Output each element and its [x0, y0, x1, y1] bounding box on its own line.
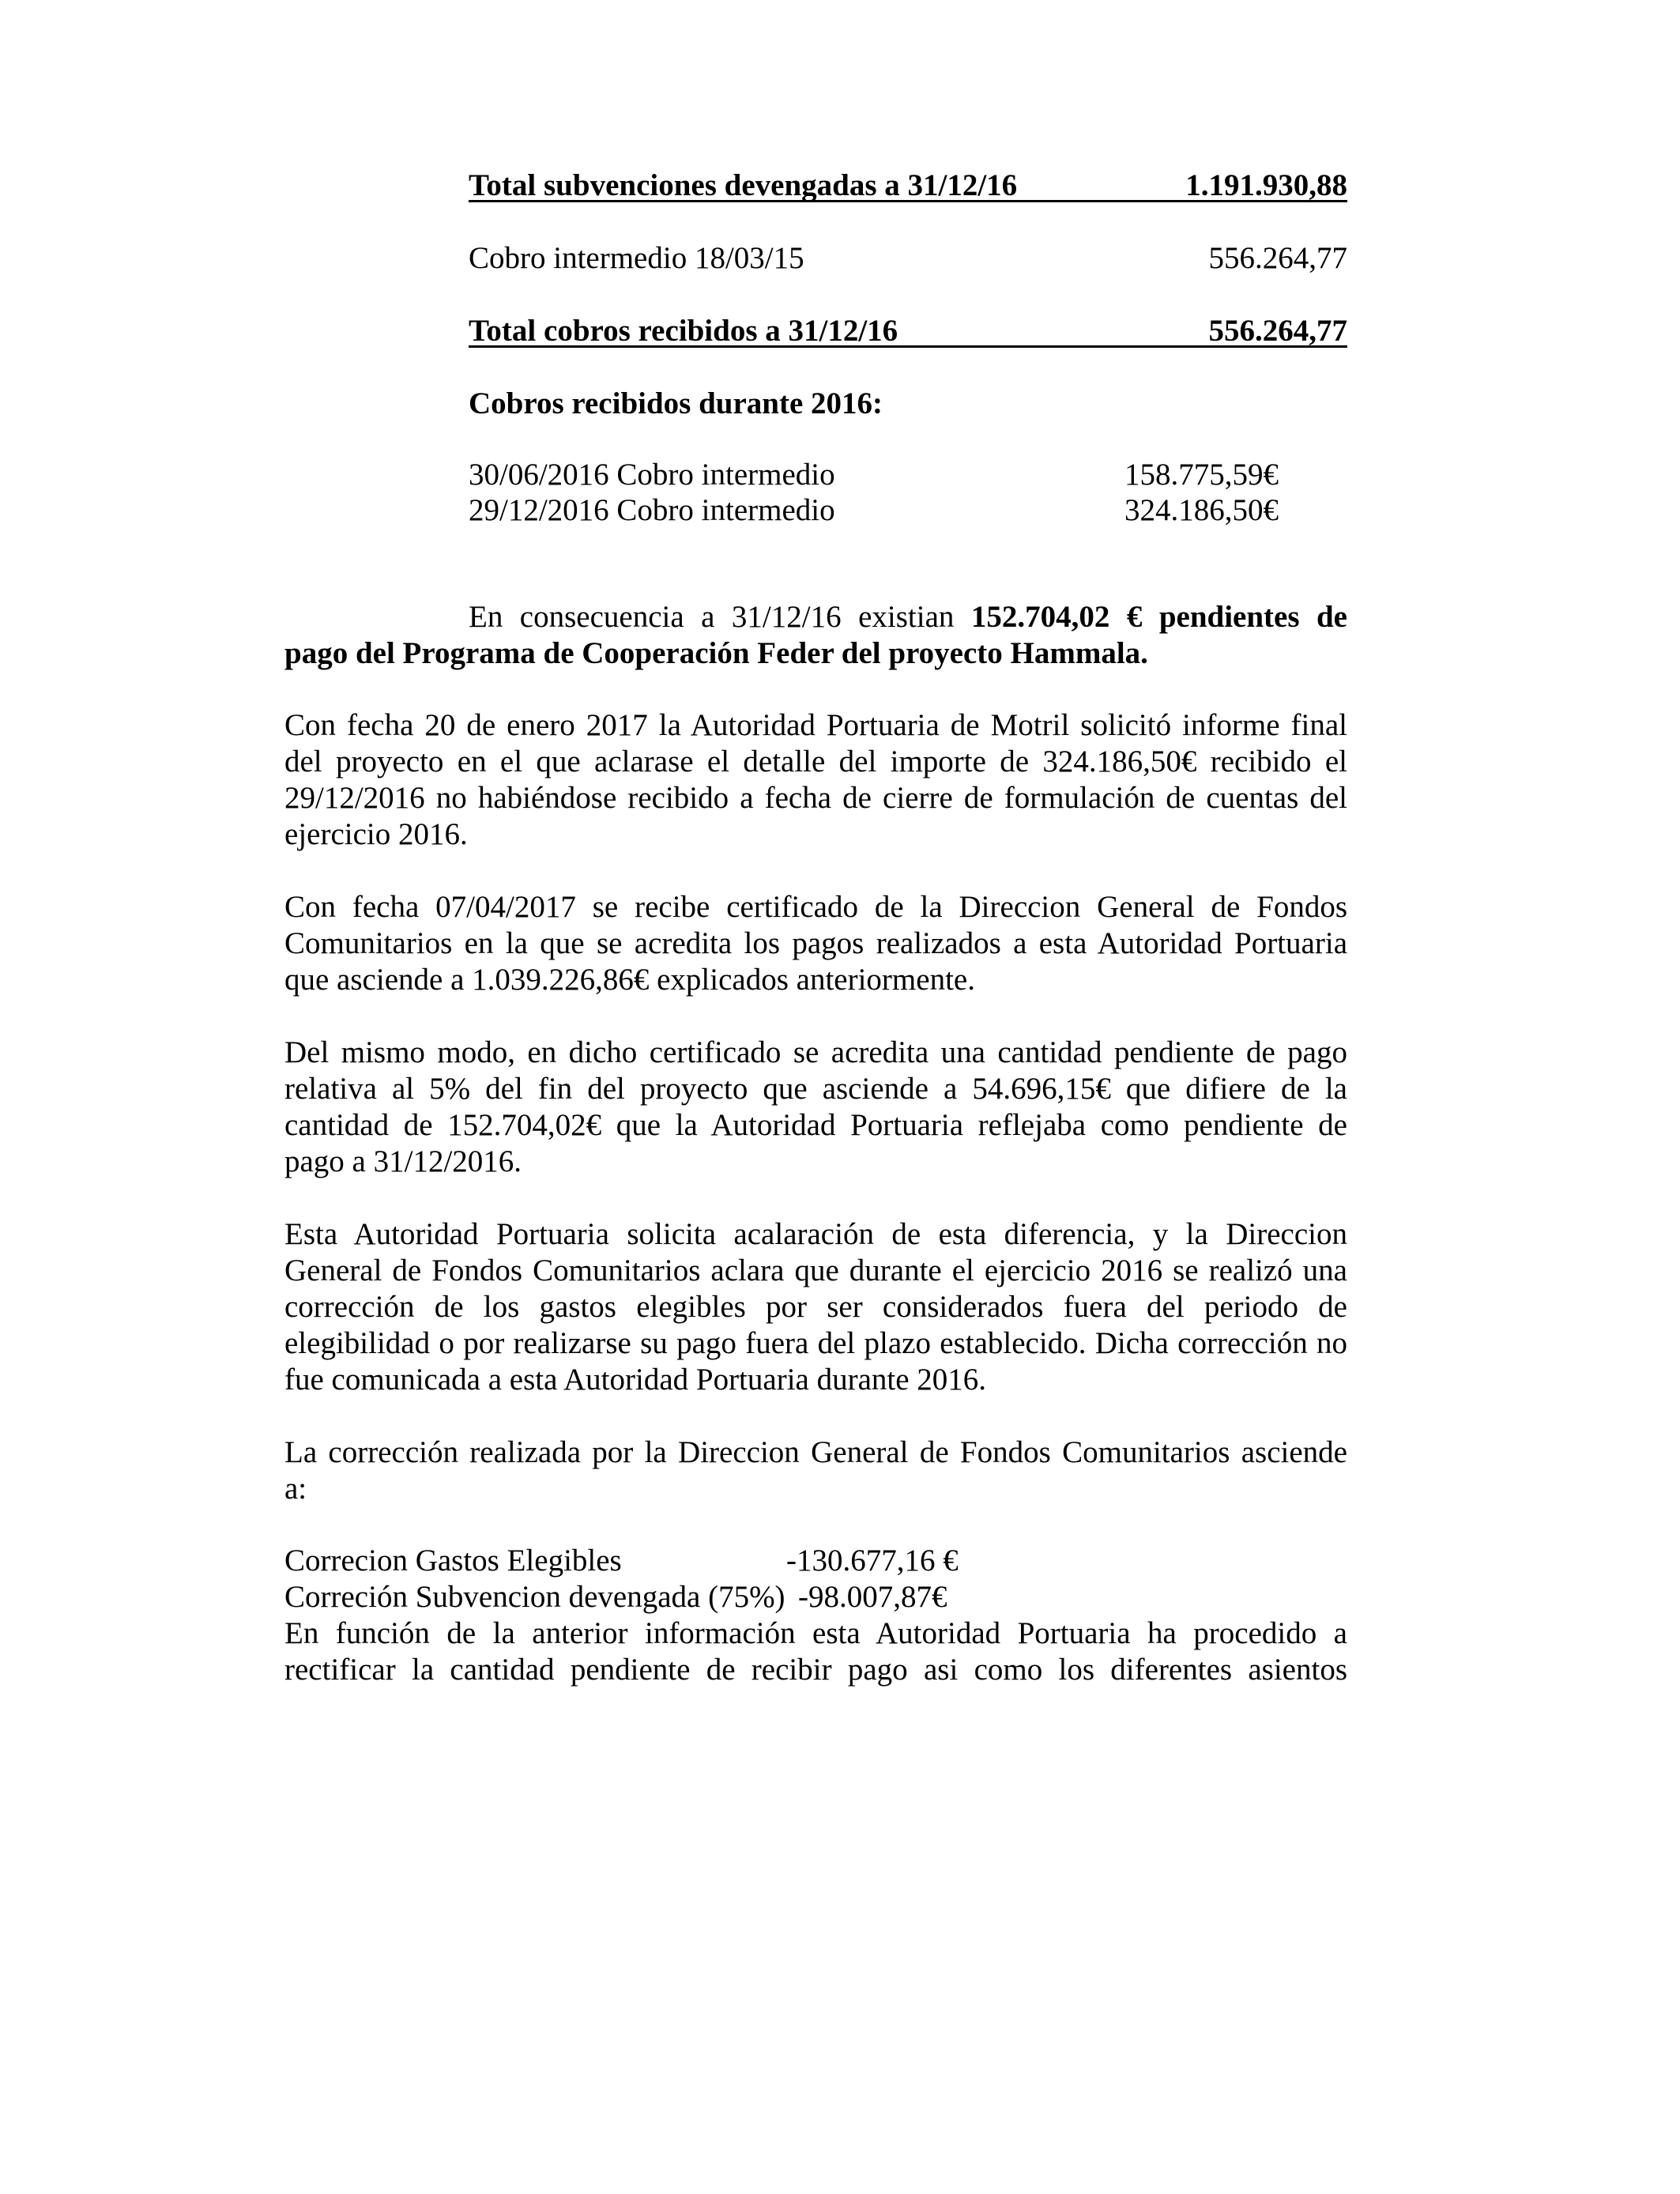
cobro-2016-1-label: 30/06/2016 Cobro intermedio — [469, 458, 835, 492]
total-subvenciones-label: Total subvenciones devengadas a 31/12/16 — [469, 168, 1018, 202]
closing-line-2: rectificar la cantidad pendiente de recibir pago asi como los diferentes asientos — [284, 1653, 1347, 1687]
p3-line-4: pago a 31/12/2016. — [284, 1144, 522, 1178]
p4-line-1: Esta Autoridad Portuaria solicita acalaración de esta diferencia, y la Direccion — [284, 1217, 1347, 1251]
cobro-2016-2-label: 29/12/2016 Cobro intermedio — [469, 493, 835, 527]
p4-line-3: corrección de los gastos elegibles por ser considerados fuera del periodo de — [284, 1290, 1347, 1324]
p3-line-3: cantidad de 152.704,02€ que la Autoridad Portuaria reflejaba como pendiente de — [284, 1108, 1347, 1142]
p2-line-1: Con fecha 07/04/2017 se recibe certificado de la Direccion General de Fondos — [284, 890, 1347, 924]
p5-line-2: a: — [284, 1472, 307, 1506]
cobro-intermedio-label: Cobro intermedio 18/03/15 — [469, 241, 804, 275]
p3-line-2: relativa al 5% del fin del proyecto que asciende a 54.696,15€ que difiere de la — [284, 1072, 1347, 1106]
p2-line-3: que asciende a 1.039.226,86€ explicados anteriormente. — [284, 963, 975, 997]
total-cobros-label: Total cobros recibidos a 31/12/16 — [469, 314, 898, 348]
cobro-intermedio-amount: 556.264,77 — [1208, 241, 1347, 275]
consecuencia-line-2: pago del Programa de Cooperación Feder del proyecto Hammala. — [284, 636, 1148, 670]
consecuencia-lead: En consecuencia a 31/12/16 existian — [469, 600, 955, 634]
closing-line-1: En función de la anterior información esta Autoridad Portuaria ha procedido a — [284, 1616, 1347, 1650]
p3-line-1: Del mismo modo, en dicho certificado se acredita una cantidad pendiente de pago — [284, 1035, 1347, 1069]
correccion-2-label: Correción Subvencion devengada (75%) — [284, 1580, 785, 1614]
cobro-2016-2-amount: 324.186,50€ — [1124, 493, 1279, 527]
underline-total-subvenciones — [469, 200, 1347, 202]
p1-line-3: 29/12/2016 no habiéndose recibido a fecha de cierre de formulación de cuentas del — [284, 781, 1347, 815]
p2-line-2: Comunitarios en la que se acredita los pagos realizados a esta Autoridad Portuaria — [284, 926, 1347, 960]
cobro-2016-1-amount: 158.775,59€ — [1124, 458, 1279, 492]
total-cobros-amount: 556.264,77 — [1208, 314, 1347, 348]
consecuencia-amount-bold: 152.704,02 € pendientes de — [970, 600, 1347, 634]
total-subvenciones-amount: 1.191.930,88 — [1185, 168, 1347, 202]
underline-total-cobros — [469, 345, 1347, 348]
p4-line-4: elegibilidad o por realizarse su pago fuera del plazo establecido. Dicha corrección no — [284, 1326, 1347, 1360]
cobros-2016-heading: Cobros recibidos durante 2016: — [469, 386, 883, 420]
p4-line-2: General de Fondos Comunitarios aclara que durante el ejercicio 2016 se realizó una — [284, 1253, 1347, 1287]
correccion-2-amount: -98.007,87€ — [798, 1580, 947, 1614]
consecuencia-line-1 — [469, 599, 1347, 635]
p5-line-1: La corrección realizada por la Direccion General de Fondos Comunitarios asciende — [284, 1435, 1347, 1469]
p4-line-5: fue comunicada a esta Autoridad Portuaria durante 2016. — [284, 1363, 987, 1397]
p1-line-4: ejercicio 2016. — [284, 817, 468, 851]
p1-line-1: Con fecha 20 de enero 2017 la Autoridad Portuaria de Motril solicitó informe final — [284, 708, 1347, 742]
correccion-1-label: Correcion Gastos Elegibles — [284, 1544, 622, 1578]
p1-line-2: del proyecto en el que aclarase el detalle del importe de 324.186,50€ recibido el — [284, 745, 1347, 778]
correccion-1-amount: -130.677,16 € — [786, 1544, 959, 1578]
